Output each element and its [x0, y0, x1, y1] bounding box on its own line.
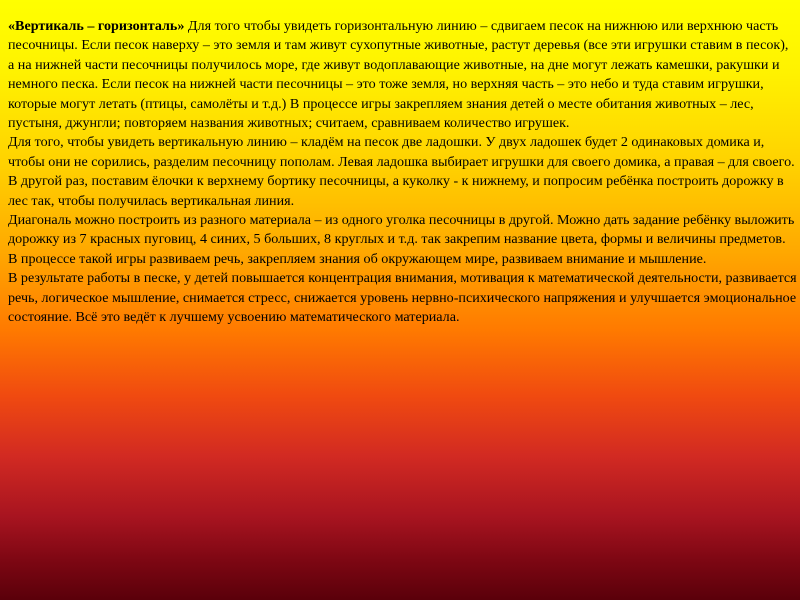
paragraph-diagonal: Диагональ можно построить из разного материала – из одного уголка песочницы в другой. Можно дать задание ребёнку выложить дорожку из 7 красных пуговиц, 4 синих, 5 больших, 8 круглых и т.д. так закрепим название цвета, формы и величины предметов. — [8, 212, 795, 248]
paragraph-vertical: Для того, чтобы увидеть вертикальную линию – кладём на песок две ладошки. У двух ладошек будет 2 одинаковых домика и, чтобы они не сорились, разделим песочницу пополам. Левая ладошка выбирает игрушки для своего домика, а правая – для своего. В другой раз, поставим ёлочки к верхнему бортику песочницы, а куколку - к нижнему, и попросим ребёнка построить дорожку в лес так, чтобы получилась вертикальная линия. — [8, 134, 795, 209]
paragraph-horizontal — [8, 17, 798, 133]
paragraph-horizontal-body: Для того чтобы увидеть горизонтальную линию – сдвигаем песок на нижнюю или верхнюю часть песочницы. Если песок наверху – это земля и там живут сухопутные животные, растут деревья (все эти игрушки ставим в песок), а на нижней части песочницы получилось море, где живут водоплавающие животные, на дне могут лежать камешки, ракушки и немного песка. Если песок на нижней части песочницы – это тоже земля, но верхняя часть – это небо и туда ставим игрушки, которые могут летать (птицы, самолёты и т.д.) В процессе игры закрепляем знания детей о месте обитания животных – лес, пустыня, джунгли; повторяем названия животных; считаем, сравниваем количество игрушек. — [8, 18, 789, 132]
lead-title: «Вертикаль – горизонталь» — [8, 18, 185, 34]
paragraph-results: В результате работы в песке, у детей повышается концентрация внимания, мотивация к математической деятельности, развивается речь, логическое мышление, снимается стресс, снижается уровень нервно-психического напряжения и улучшается эмоциональное состояние. Всё это ведёт к лучшему усвоению математического материала. — [8, 270, 797, 326]
slide-text — [8, 17, 798, 328]
paragraph-development: В процессе такой игры развиваем речь, закрепляем знания об окружающем мире, развиваем внимание и мышление. — [8, 250, 707, 267]
